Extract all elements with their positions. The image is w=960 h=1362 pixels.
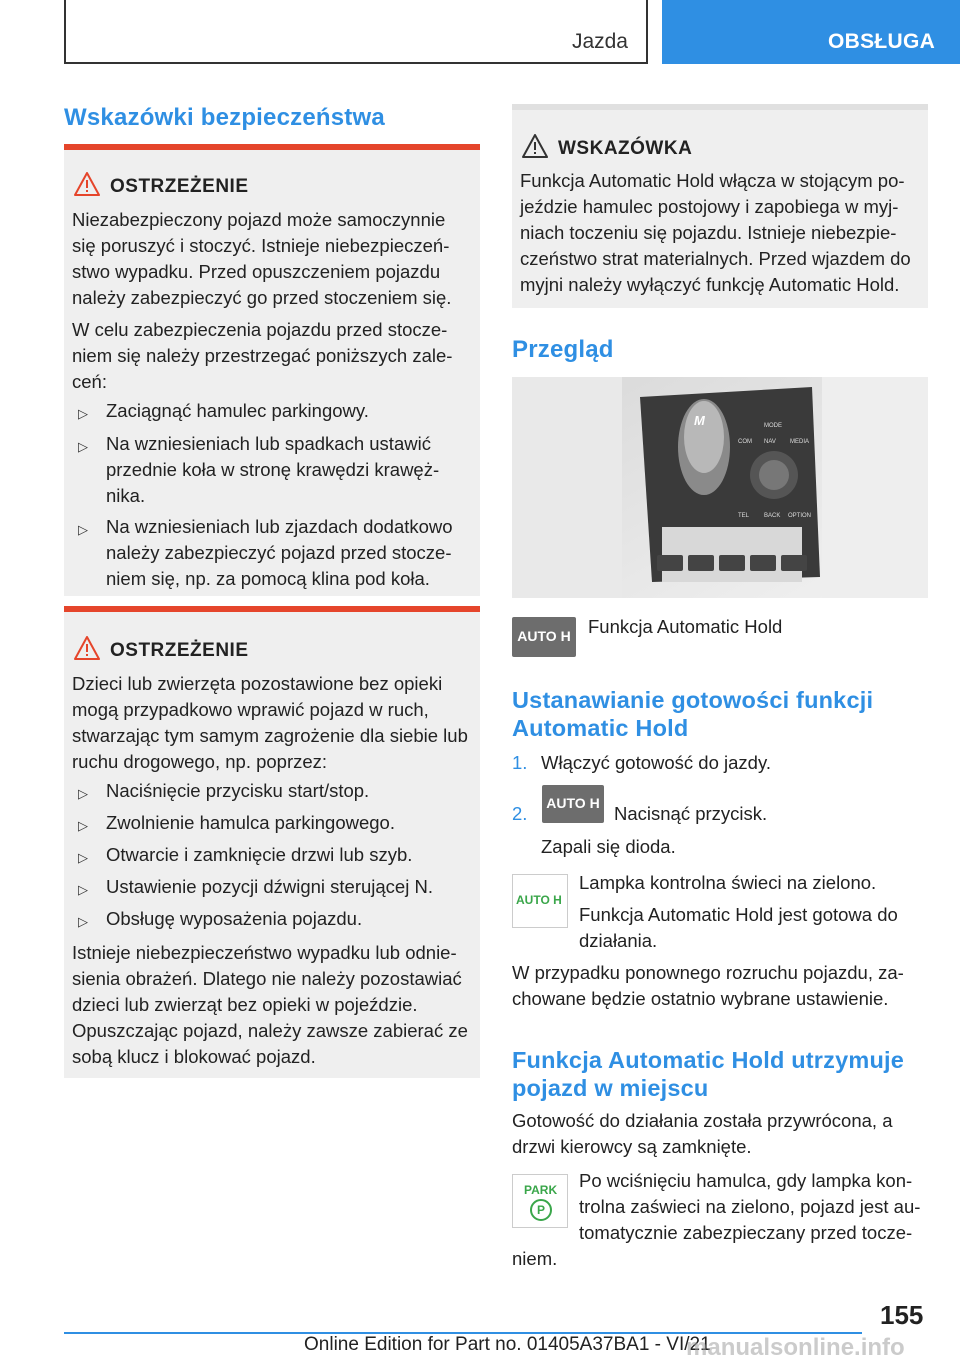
warning-box-1: [64, 144, 480, 596]
auto-h-button-icon: AUTO H: [512, 617, 576, 657]
photo-legend: Funkcja Automatic Hold: [588, 616, 783, 637]
warning-paragraph: W celu zabezpieczenia pojazdu przed stocze- niem się należy przestrzegać poniższych zale- ceń:: [72, 319, 453, 392]
warning-title: OSTRZEŻENIE: [110, 176, 249, 197]
step-text: Włączyć gotowość do jazdy.: [541, 752, 771, 773]
photo-label-option: OPTION: [788, 513, 812, 519]
photo-label-nav: NAV: [764, 439, 776, 445]
header-section-box: [64, 0, 648, 64]
step-number: 2.: [512, 803, 528, 824]
bullet-icon: ▷: [78, 522, 88, 537]
warning-paragraph: Dzieci lub zwierzęta pozostawione bez opieki mogą przypadkowo wprawić pojazd w ruch, stwarzając tym samym zagrożenie dla siebie lub ruchu drogowego, np. poprzez:: [72, 673, 468, 772]
console-photo: [512, 377, 928, 598]
subsection-title: Funkcja Automatic Hold utrzymuje pojazd w miejscu: [512, 1047, 905, 1101]
warning-icon: [74, 636, 100, 660]
warning-icon: [522, 134, 548, 158]
step-number: 1.: [512, 752, 528, 773]
paragraph-end: niem.: [512, 1248, 558, 1269]
header-tab[interactable]: OBSŁUGA: [662, 0, 960, 64]
section-title: Wskazówki bezpieczeństwa: [64, 104, 385, 131]
m-logo: M: [694, 413, 705, 428]
step-text: Nacisnąć przycisk.: [614, 803, 768, 824]
list-item: Otwarcie i zamknięcie drzwi lub szyb.: [106, 844, 413, 865]
bullet-icon: ▷: [78, 914, 88, 929]
auto-h-lamp-icon: AUTO H: [512, 874, 568, 928]
list-item: Na wzniesieniach lub zjazdach dodatkowo należy zabezpieczyć pojazd przed stocze- niem się, np. za pomocą klina pod koła.: [106, 516, 453, 589]
list-item: Na wzniesieniach lub spadkach ustawić przednie koła w stronę krawędzi krawęż- nika.: [106, 433, 440, 506]
photo-label-com: COM: [738, 439, 752, 445]
warning-paragraph: Niezabezpieczony pojazd może samoczynnie się poruszyć i stoczyć. Istnieje niebezpieczeń- stwo wypadku. Przed opuszczeniem pojazdu należy zabezpieczyć go przed stoczeniem się.: [72, 209, 452, 308]
bullet-icon: ▷: [78, 818, 88, 833]
list-item: Zwolnienie hamulca parkingowego.: [106, 812, 395, 833]
bullet-icon: ▷: [78, 882, 88, 897]
page-number: 155: [880, 1300, 924, 1330]
note-box: [512, 104, 928, 308]
step-subtext: Zapali się dioda.: [541, 836, 676, 857]
paragraph: Po wciśnięciu hamulca, gdy lampka kon- trolna zaświeci na zielono, pojazd jest au- tomatycznie zabezpieczany przed tocze-: [579, 1170, 921, 1243]
note-title: WSKAZÓWKA: [558, 138, 693, 159]
list-item: Zaciągnąć hamulec parkingowy.: [106, 400, 369, 421]
bullet-icon: ▷: [78, 439, 88, 454]
photo-label-media: MEDIA: [790, 439, 810, 445]
park-lamp-icon: PARK P: [512, 1174, 568, 1228]
auto-h-button-icon: AUTO H: [542, 785, 604, 823]
bullet-icon: ▷: [78, 786, 88, 801]
photo-label-back: BACK: [764, 513, 781, 519]
subsection-title: Ustanawianie gotowości funkcji Automatic Hold: [512, 687, 874, 741]
photo-label-tel: TEL: [738, 513, 750, 519]
photo-label-mode: MODE: [764, 423, 782, 429]
warning-box-2: [64, 606, 480, 1078]
bullet-icon: ▷: [78, 406, 88, 421]
list-item: Obsługę wyposażenia pojazdu.: [106, 908, 363, 929]
warning-icon: [74, 172, 100, 196]
paragraph: Gotowość do działania została przywrócona, a drzwi kierowcy są zamknięte.: [512, 1110, 893, 1157]
header-section-label: Jazda: [571, 30, 628, 53]
note-paragraph: Funkcja Automatic Hold włącza w stojącym po- jeździe hamulec postojowy i zapobiega w myj- niach toczeniu się pojazdu. Istnieje niebezpie- czeństwo strat materialnych. Przed wjazdem do myjni należy wyłączyć funkcję Automatic Hold.: [520, 170, 911, 295]
bullet-icon: ▷: [78, 850, 88, 865]
list-item: Naciśnięcie przycisku start/stop.: [106, 780, 370, 801]
warning-title: OSTRZEŻENIE: [110, 640, 249, 661]
footer-edition: Online Edition for Part no. 01405A37BA1 - VI/21: [304, 1334, 711, 1355]
overview-title: Przegląd: [512, 336, 614, 363]
warning-paragraph: Istnieje niebezpieczeństwo wypadku lub odnie- sienia obrażeń. Dlatego nie należy pozostawiać dzieci lub zwierząt bez opieki w pojeździe. Opuszczając pojazd, należy zawsze zabierać ze sobą klucz i blokować pojazd.: [72, 942, 468, 1067]
footer-watermark: manualsonline.info: [686, 1334, 905, 1361]
list-item: Ustawienie pozycji dźwigni sterującej N.: [106, 876, 433, 897]
lamp-description: Lampka kontrolna świeci na zielono. Funkcja Automatic Hold jest gotowa do działania.: [579, 872, 898, 951]
restart-paragraph: W przypadku ponownego rozruchu pojazdu, za- chowane będzie ostatnio wybrane ustawienie.: [512, 962, 904, 1009]
